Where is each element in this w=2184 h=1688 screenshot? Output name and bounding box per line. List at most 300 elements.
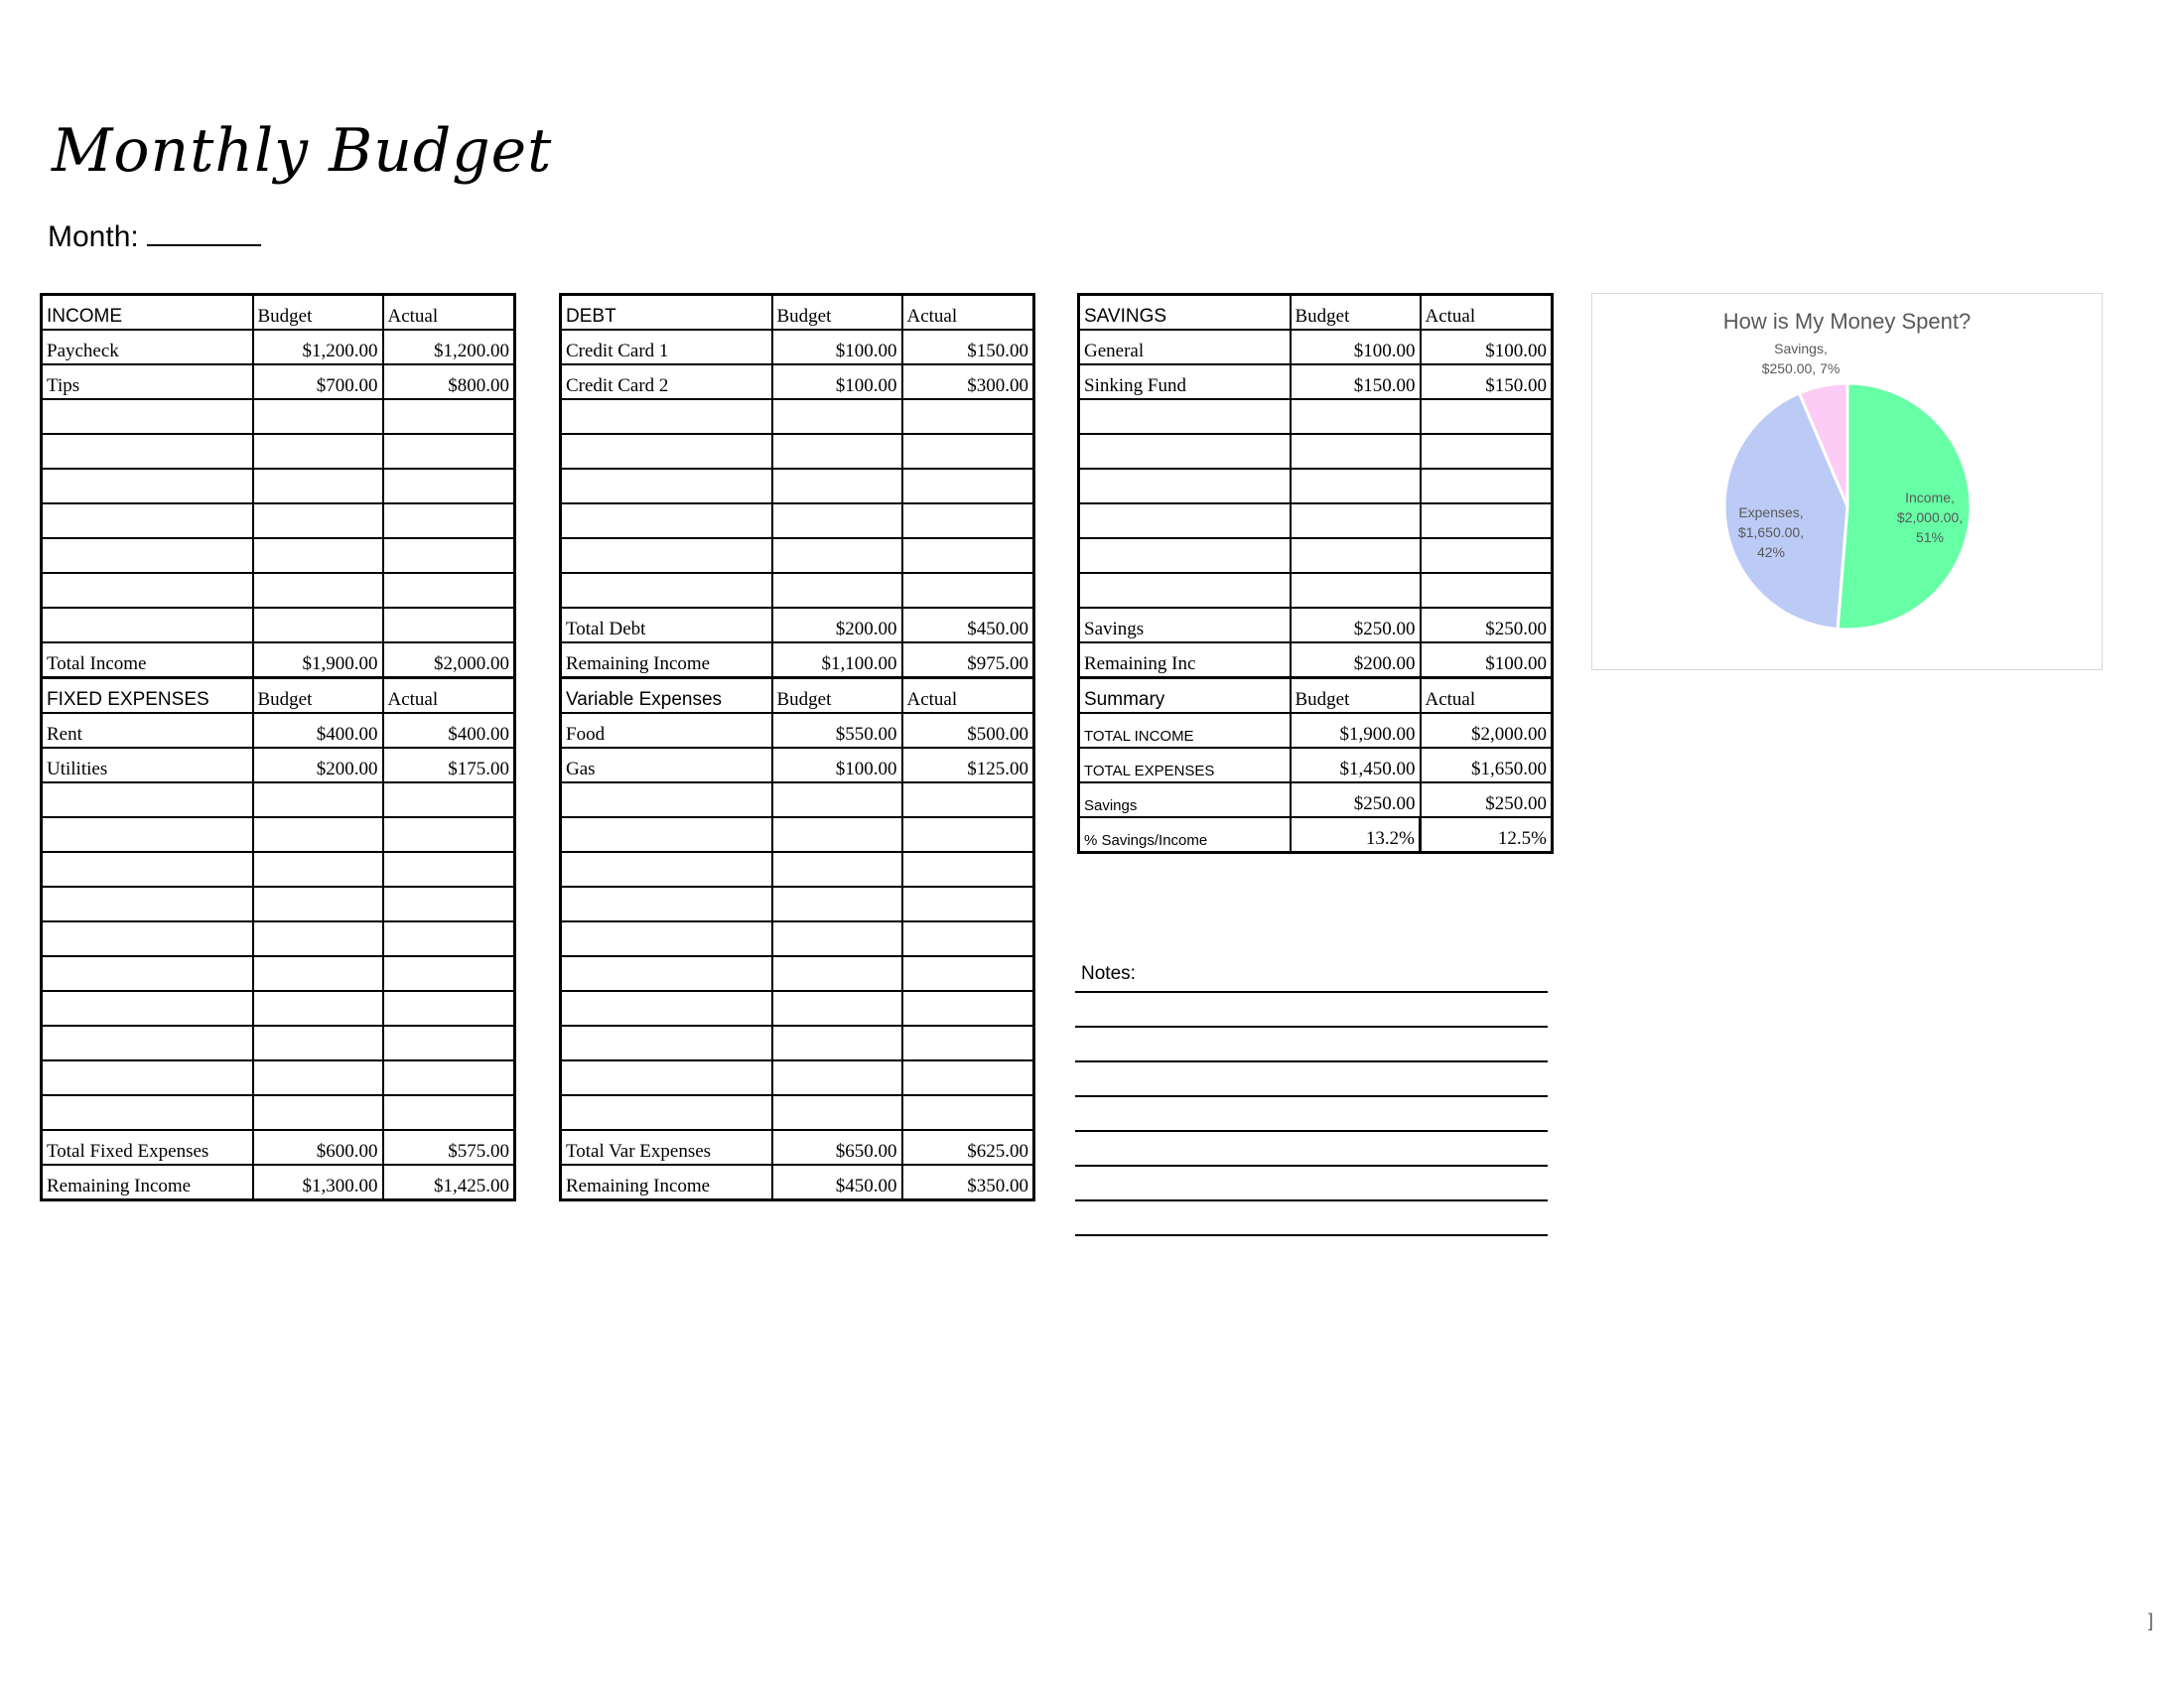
variable-cell-actual[interactable]: [902, 991, 1034, 1026]
notes-line[interactable]: [1075, 1167, 1548, 1201]
notes-line[interactable]: [1075, 1062, 1548, 1097]
fixed-cell-label[interactable]: [42, 956, 253, 991]
debt-cell-actual[interactable]: $300.00: [902, 364, 1034, 399]
debt-cell-actual[interactable]: [902, 573, 1034, 608]
income-cell-budget[interactable]: $700.00: [253, 364, 383, 399]
table-row: [1079, 399, 1553, 434]
month-field[interactable]: [48, 220, 261, 254]
debt-cell-budget[interactable]: $100.00: [772, 364, 902, 399]
savings-header-row: [1079, 295, 1553, 331]
table-row: [561, 1026, 1034, 1060]
variable-cell-label[interactable]: [561, 1026, 772, 1060]
income-cell-actual[interactable]: [383, 503, 515, 538]
variable-cell-actual[interactable]: [902, 921, 1034, 956]
savings-cell-label[interactable]: [1079, 573, 1291, 608]
debt-remaining-label: Remaining Income: [561, 642, 772, 678]
fixed-total-row: [42, 1130, 515, 1165]
fixed-cell-budget[interactable]: [253, 852, 383, 887]
summary-cell-budget[interactable]: $1,900.00: [1291, 713, 1421, 748]
pie-label-income: Income, $2,000.00, 51%: [1896, 490, 1964, 545]
debt-cell-label[interactable]: [561, 434, 772, 469]
variable-cell-actual[interactable]: [902, 887, 1034, 921]
debt-cell-label[interactable]: [561, 538, 772, 573]
debt-total-actual: $450.00: [902, 608, 1034, 642]
variable-header-actual: Actual: [902, 678, 1034, 714]
savings-total-row: [1079, 608, 1553, 642]
fixed-cell-budget[interactable]: [253, 1095, 383, 1130]
savings-total-label: Savings: [1079, 608, 1291, 642]
savings-cell-actual[interactable]: $150.00: [1421, 364, 1553, 399]
debt-cell-budget[interactable]: [772, 538, 902, 573]
variable-cell-actual[interactable]: [902, 956, 1034, 991]
summary-cell-label[interactable]: Savings: [1079, 782, 1291, 817]
fixed-header-actual: Actual: [383, 678, 515, 714]
table-row: [1079, 503, 1553, 538]
fixed-cell-budget[interactable]: [253, 991, 383, 1026]
summary-cell-actual[interactable]: $2,000.00: [1421, 713, 1553, 748]
income-cell-budget[interactable]: $1,200.00: [253, 330, 383, 364]
table-row: [561, 538, 1034, 573]
fixed-cell-budget[interactable]: [253, 1060, 383, 1095]
table-row: [561, 991, 1034, 1026]
fixed-cell-actual[interactable]: [383, 1095, 515, 1130]
debt-cell-label[interactable]: Credit Card 2: [561, 364, 772, 399]
debt-total-row: [561, 608, 1034, 642]
savings-cell-label[interactable]: Sinking Fund: [1079, 364, 1291, 399]
fixed-header-budget: Budget: [253, 678, 383, 714]
table-row: [42, 538, 515, 573]
table-row: [42, 1060, 515, 1095]
fixed-cell-actual[interactable]: [383, 1026, 515, 1060]
savings-cell-budget[interactable]: $150.00: [1291, 364, 1421, 399]
table-row: [561, 1060, 1034, 1095]
variable-remaining-budget: $450.00: [772, 1165, 902, 1200]
fixed-cell-budget[interactable]: [253, 1026, 383, 1060]
table-row: [42, 956, 515, 991]
debt-cell-label[interactable]: Credit Card 1: [561, 330, 772, 364]
debt-cell-budget[interactable]: [772, 469, 902, 503]
notes-area[interactable]: [1075, 953, 1548, 1236]
savings-body: [1079, 295, 1553, 678]
fixed-cell-actual[interactable]: [383, 887, 515, 921]
debt-body: [561, 295, 1034, 678]
income-cell-budget[interactable]: [253, 469, 383, 503]
summary-cell-label[interactable]: TOTAL EXPENSES: [1079, 748, 1291, 782]
summary-body: [1079, 678, 1553, 853]
fixed-cell-label[interactable]: [42, 921, 253, 956]
savings-cell-label[interactable]: [1079, 399, 1291, 434]
savings-cell-label[interactable]: [1079, 469, 1291, 503]
notes-line[interactable]: [1075, 1132, 1548, 1167]
variable-cell-actual[interactable]: [902, 1060, 1034, 1095]
table-row: [42, 852, 515, 887]
debt-cell-actual[interactable]: [902, 503, 1034, 538]
income-cell-actual[interactable]: [383, 469, 515, 503]
income-cell-budget[interactable]: [253, 434, 383, 469]
table-row: [42, 399, 515, 434]
fixed-cell-actual[interactable]: $175.00: [383, 748, 515, 782]
summary-cell-label[interactable]: TOTAL INCOME: [1079, 713, 1291, 748]
notes-line[interactable]: [1075, 1201, 1548, 1236]
fixed-cell-budget[interactable]: [253, 921, 383, 956]
savings-cell-budget[interactable]: [1291, 538, 1421, 573]
fixed-cell-label[interactable]: [42, 817, 253, 852]
table-row: [42, 364, 515, 399]
variable-header-label: Variable Expenses: [561, 678, 772, 714]
summary-cell-label[interactable]: % Savings/Income: [1079, 817, 1291, 853]
table-row: [561, 399, 1034, 434]
summary-cell-budget[interactable]: $1,450.00: [1291, 748, 1421, 782]
fixed-total-actual: $575.00: [383, 1130, 515, 1165]
variable-cell-budget[interactable]: [772, 1060, 902, 1095]
savings-header-budget: Budget: [1291, 295, 1421, 331]
income-cell-budget[interactable]: [253, 399, 383, 434]
pie-chart-svg: [1592, 294, 2104, 671]
fixed-cell-actual[interactable]: $400.00: [383, 713, 515, 748]
variable-cell-label[interactable]: [561, 817, 772, 852]
table-row: [1079, 538, 1553, 573]
income-total-budget: $1,900.00: [253, 642, 383, 678]
variable-cell-label[interactable]: Gas: [561, 748, 772, 782]
debt-cell-label[interactable]: [561, 469, 772, 503]
summary-header-row: [1079, 678, 1553, 714]
fixed-total-label: Total Fixed Expenses: [42, 1130, 253, 1165]
table-row: [561, 887, 1034, 921]
income-cell-label[interactable]: [42, 573, 253, 608]
fixed-body: [42, 678, 515, 1200]
fixed-cell-actual[interactable]: [383, 817, 515, 852]
debt-remaining-actual: $975.00: [902, 642, 1034, 678]
variable-total-budget: $650.00: [772, 1130, 902, 1165]
notes-line[interactable]: [1075, 1097, 1548, 1132]
savings-cell-actual[interactable]: [1421, 434, 1553, 469]
variable-cell-label[interactable]: [561, 956, 772, 991]
income-cell-label[interactable]: Paycheck: [42, 330, 253, 364]
debt-total-budget: $200.00: [772, 608, 902, 642]
table-row: [42, 713, 515, 748]
debt-remaining-row: [561, 642, 1034, 678]
month-blank-line[interactable]: [147, 220, 261, 246]
summary-header-label: Summary: [1079, 678, 1291, 714]
table-row: [561, 748, 1034, 782]
debt-cell-label[interactable]: [561, 503, 772, 538]
savings-cell-budget[interactable]: [1291, 469, 1421, 503]
table-row: [1079, 434, 1553, 469]
variable-total-label: Total Var Expenses: [561, 1130, 772, 1165]
debt-cell-actual[interactable]: [902, 399, 1034, 434]
table-row: [561, 782, 1034, 817]
summary-cell-budget[interactable]: $250.00: [1291, 782, 1421, 817]
fixed-cell-label[interactable]: [42, 887, 253, 921]
income-total-label: Total Income: [42, 642, 253, 678]
savings-cell-label[interactable]: [1079, 538, 1291, 573]
savings-cell-actual[interactable]: [1421, 399, 1553, 434]
variable-cell-actual[interactable]: [902, 1095, 1034, 1130]
variable-cell-label[interactable]: [561, 921, 772, 956]
table-row: [561, 713, 1034, 748]
pie-slice-income: [1838, 383, 1971, 630]
variable-cell-budget[interactable]: $550.00: [772, 713, 902, 748]
savings-cell-budget[interactable]: [1291, 503, 1421, 538]
fixed-cell-actual[interactable]: [383, 991, 515, 1026]
table-row: [42, 573, 515, 608]
variable-cell-budget[interactable]: [772, 991, 902, 1026]
fixed-cell-label[interactable]: Rent: [42, 713, 253, 748]
summary-cell-budget[interactable]: 13.2%: [1291, 817, 1421, 853]
fixed-header-label: FIXED EXPENSES: [42, 678, 253, 714]
fixed-cell-label[interactable]: [42, 1095, 253, 1130]
debt-variable-table: [559, 293, 1035, 1201]
income-header-row: [42, 295, 515, 331]
income-cell-budget[interactable]: [253, 503, 383, 538]
variable-cell-actual[interactable]: [902, 1026, 1034, 1060]
savings-cell-actual[interactable]: [1421, 538, 1553, 573]
debt-cell-label[interactable]: [561, 573, 772, 608]
debt-header-budget: Budget: [772, 295, 902, 331]
table-row: [42, 608, 515, 642]
income-cell-label[interactable]: Tips: [42, 364, 253, 399]
income-cell-actual[interactable]: [383, 608, 515, 642]
variable-cell-label[interactable]: Food: [561, 713, 772, 748]
summary-cell-actual[interactable]: 12.5%: [1421, 817, 1553, 853]
table-row: [561, 956, 1034, 991]
table-row: [42, 782, 515, 817]
summary-header-actual: Actual: [1421, 678, 1553, 714]
chart-title: How is My Money Spent?: [1722, 309, 1972, 334]
pie-label-savings: Savings, $250.00, 7%: [1761, 341, 1841, 376]
savings-remaining-row: [1079, 642, 1553, 678]
fixed-cell-budget[interactable]: [253, 782, 383, 817]
table-row: [561, 921, 1034, 956]
income-cell-budget[interactable]: [253, 538, 383, 573]
variable-cell-label[interactable]: [561, 782, 772, 817]
month-label: Month:: [48, 220, 139, 253]
savings-cell-label[interactable]: General: [1079, 330, 1291, 364]
table-row: [42, 991, 515, 1026]
income-cell-actual[interactable]: [383, 434, 515, 469]
variable-total-actual: $625.00: [902, 1130, 1034, 1165]
fixed-cell-budget[interactable]: [253, 887, 383, 921]
savings-total-actual: $250.00: [1421, 608, 1553, 642]
summary-header-budget: Budget: [1291, 678, 1421, 714]
table-row: [561, 330, 1034, 364]
variable-cell-actual[interactable]: [902, 782, 1034, 817]
variable-body: [561, 678, 1034, 1200]
savings-header-actual: Actual: [1421, 295, 1553, 331]
debt-cell-budget[interactable]: [772, 434, 902, 469]
fixed-remaining-label: Remaining Income: [42, 1165, 253, 1200]
variable-cell-budget[interactable]: [772, 852, 902, 887]
debt-header-actual: Actual: [902, 295, 1034, 331]
fixed-header-row: [42, 678, 515, 714]
savings-remaining-budget: $200.00: [1291, 642, 1421, 678]
income-cell-label[interactable]: [42, 538, 253, 573]
pie-chart: [1591, 293, 2103, 670]
savings-cell-actual[interactable]: [1421, 469, 1553, 503]
variable-cell-actual[interactable]: $125.00: [902, 748, 1034, 782]
notes-label: Notes:: [1075, 953, 1548, 993]
fixed-cell-label[interactable]: [42, 852, 253, 887]
table-row: [1079, 817, 1553, 853]
table-row: [42, 434, 515, 469]
fixed-cell-label[interactable]: [42, 991, 253, 1026]
fixed-remaining-actual: $1,425.00: [383, 1165, 515, 1200]
savings-cell-label[interactable]: [1079, 503, 1291, 538]
table-row: [1079, 713, 1553, 748]
table-row: [42, 921, 515, 956]
variable-cell-budget[interactable]: [772, 1026, 902, 1060]
savings-cell-budget[interactable]: $100.00: [1291, 330, 1421, 364]
income-total-actual: $2,000.00: [383, 642, 515, 678]
fixed-cell-budget[interactable]: $400.00: [253, 713, 383, 748]
page-marker: ]: [2148, 1611, 2154, 1630]
fixed-cell-actual[interactable]: [383, 1060, 515, 1095]
savings-cell-label[interactable]: [1079, 434, 1291, 469]
table-row: [1079, 748, 1553, 782]
debt-cell-budget[interactable]: [772, 503, 902, 538]
fixed-cell-label[interactable]: [42, 1060, 253, 1095]
savings-total-budget: $250.00: [1291, 608, 1421, 642]
debt-cell-actual[interactable]: [902, 469, 1034, 503]
debt-cell-label[interactable]: [561, 399, 772, 434]
savings-summary-table: [1077, 293, 1554, 854]
debt-total-label: Total Debt: [561, 608, 772, 642]
table-row: [42, 330, 515, 364]
income-body: [42, 295, 515, 678]
fixed-remaining-budget: $1,300.00: [253, 1165, 383, 1200]
variable-cell-label[interactable]: [561, 1060, 772, 1095]
savings-cell-actual[interactable]: $100.00: [1421, 330, 1553, 364]
income-header-label: INCOME: [42, 295, 253, 331]
variable-cell-budget[interactable]: [772, 956, 902, 991]
summary-cell-actual[interactable]: $1,650.00: [1421, 748, 1553, 782]
fixed-cell-actual[interactable]: [383, 852, 515, 887]
income-header-budget: Budget: [253, 295, 383, 331]
table-row: [561, 434, 1034, 469]
page-title: Monthly Budget: [52, 116, 553, 186]
income-cell-actual[interactable]: $1,200.00: [383, 330, 515, 364]
fixed-cell-actual[interactable]: [383, 956, 515, 991]
fixed-cell-actual[interactable]: [383, 782, 515, 817]
table-row: [42, 1095, 515, 1130]
table-row: [1079, 573, 1553, 608]
table-row: [561, 573, 1034, 608]
debt-cell-budget[interactable]: $100.00: [772, 330, 902, 364]
variable-cell-label[interactable]: [561, 852, 772, 887]
income-cell-actual[interactable]: $800.00: [383, 364, 515, 399]
table-row: [42, 817, 515, 852]
savings-cell-actual[interactable]: [1421, 573, 1553, 608]
income-cell-label[interactable]: [42, 608, 253, 642]
table-row: [1079, 782, 1553, 817]
table-row: [561, 469, 1034, 503]
table-row: [1079, 364, 1553, 399]
table-row: [1079, 469, 1553, 503]
pie-label-expenses: Expenses, $1,650.00, 42%: [1737, 504, 1805, 560]
income-cell-budget[interactable]: [253, 573, 383, 608]
variable-header-row: [561, 678, 1034, 714]
fixed-cell-budget[interactable]: [253, 817, 383, 852]
variable-remaining-row: [561, 1165, 1034, 1200]
debt-remaining-budget: $1,100.00: [772, 642, 902, 678]
table-row: [42, 748, 515, 782]
fixed-cell-actual[interactable]: [383, 921, 515, 956]
income-cell-label[interactable]: [42, 469, 253, 503]
variable-remaining-actual: $350.00: [902, 1165, 1034, 1200]
income-cell-actual[interactable]: [383, 573, 515, 608]
variable-cell-actual[interactable]: [902, 852, 1034, 887]
income-cell-label[interactable]: [42, 503, 253, 538]
savings-remaining-label: Remaining Inc: [1079, 642, 1291, 678]
income-total-row: [42, 642, 515, 678]
table-row: [42, 503, 515, 538]
savings-cell-budget[interactable]: [1291, 573, 1421, 608]
income-header-actual: Actual: [383, 295, 515, 331]
variable-cell-label[interactable]: [561, 887, 772, 921]
savings-cell-budget[interactable]: [1291, 434, 1421, 469]
income-cell-budget[interactable]: [253, 608, 383, 642]
variable-header-budget: Budget: [772, 678, 902, 714]
notes-line[interactable]: [1075, 1028, 1548, 1062]
fixed-cell-budget[interactable]: $200.00: [253, 748, 383, 782]
table-row: [1079, 330, 1553, 364]
variable-cell-budget[interactable]: [772, 817, 902, 852]
income-cell-label[interactable]: [42, 434, 253, 469]
fixed-cell-label[interactable]: [42, 782, 253, 817]
fixed-cell-budget[interactable]: [253, 956, 383, 991]
variable-total-row: [561, 1130, 1034, 1165]
variable-cell-budget[interactable]: [772, 782, 902, 817]
fixed-total-budget: $600.00: [253, 1130, 383, 1165]
fixed-cell-label[interactable]: [42, 1026, 253, 1060]
variable-cell-actual[interactable]: $500.00: [902, 713, 1034, 748]
debt-cell-budget[interactable]: [772, 573, 902, 608]
debt-header-row: [561, 295, 1034, 331]
notes-line[interactable]: [1075, 993, 1548, 1028]
debt-cell-actual[interactable]: [902, 434, 1034, 469]
table-row: [561, 817, 1034, 852]
table-row: [42, 1026, 515, 1060]
fixed-remaining-row: [42, 1165, 515, 1200]
variable-cell-label[interactable]: [561, 1095, 772, 1130]
debt-cell-actual[interactable]: [902, 538, 1034, 573]
variable-remaining-label: Remaining Income: [561, 1165, 772, 1200]
savings-remaining-actual: $100.00: [1421, 642, 1553, 678]
income-cell-actual[interactable]: [383, 538, 515, 573]
income-fixed-table: [40, 293, 516, 1201]
table-row: [561, 852, 1034, 887]
fixed-cell-label[interactable]: Utilities: [42, 748, 253, 782]
table-row: [42, 887, 515, 921]
variable-cell-label[interactable]: [561, 991, 772, 1026]
income-cell-actual[interactable]: [383, 399, 515, 434]
savings-cell-actual[interactable]: [1421, 503, 1553, 538]
savings-cell-budget[interactable]: [1291, 399, 1421, 434]
savings-header-label: SAVINGS: [1079, 295, 1291, 331]
variable-cell-budget[interactable]: $100.00: [772, 748, 902, 782]
variable-cell-budget[interactable]: [772, 1095, 902, 1130]
variable-cell-budget[interactable]: [772, 921, 902, 956]
variable-cell-budget[interactable]: [772, 887, 902, 921]
summary-cell-actual[interactable]: $250.00: [1421, 782, 1553, 817]
variable-cell-actual[interactable]: [902, 817, 1034, 852]
income-cell-label[interactable]: [42, 399, 253, 434]
debt-cell-actual[interactable]: $150.00: [902, 330, 1034, 364]
debt-cell-budget[interactable]: [772, 399, 902, 434]
table-row: [561, 1095, 1034, 1130]
table-row: [561, 503, 1034, 538]
table-row: [561, 364, 1034, 399]
